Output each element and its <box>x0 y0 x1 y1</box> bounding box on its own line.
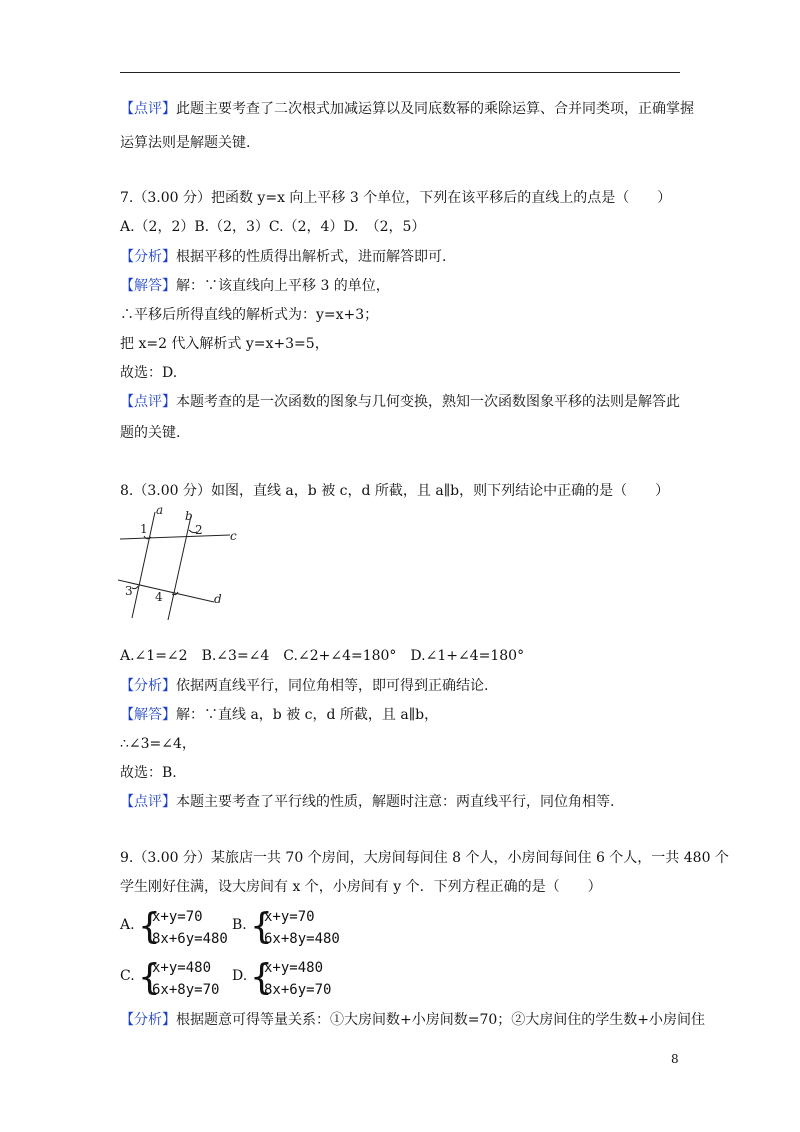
line-b <box>168 516 191 620</box>
comment-tag: 【点评】 <box>120 794 176 810</box>
line-text: 解：∵直线 a，b 被 c，d 所截，且 a∥b， <box>176 707 439 723</box>
text-line <box>120 763 177 783</box>
line-text: 学生刚好住满，设大房间有 x 个，小房间有 y 个．下列方程正确的是（ ） <box>120 879 602 895</box>
line-text: 本题主要考查了平行线的性质，解题时注意：两直线平行，同位角相等. <box>176 794 615 810</box>
text-line <box>120 99 694 119</box>
line-text: 依据两直线平行，同位角相等，即可得到正确结论. <box>176 678 489 694</box>
option-a-system <box>120 905 240 949</box>
text-line <box>120 392 680 412</box>
label-2: 2 <box>195 523 203 537</box>
line-text: 题的关键. <box>120 425 181 441</box>
text-line <box>120 705 438 725</box>
question-8-stem <box>120 481 669 501</box>
line-text: 本题考查的是一次函数的图象与几何变换，熟知一次函数图象平移的法则是解答此 <box>176 394 680 410</box>
comment-tag: 【点评】 <box>120 394 176 410</box>
label-b: b <box>185 509 193 523</box>
label-1: 1 <box>140 522 148 536</box>
question-7-options <box>120 217 425 237</box>
equation: x+y=480 <box>264 960 324 976</box>
comment-tag: 【点评】 <box>120 101 176 117</box>
option-label: A. <box>120 917 135 933</box>
text-line <box>120 423 180 443</box>
text-line <box>120 305 378 325</box>
option-label: C. <box>120 968 135 984</box>
line-text: 9.（3.00 分）某旅店一共 70 个房间，大房间每间住 8 个人，小房间每间住 6 个人，一共 480 个 <box>120 850 729 866</box>
line-text: A.（2，2）B.（2，3）C.（2，4）D. （2，5） <box>120 219 426 235</box>
parallel-lines-diagram <box>118 506 250 622</box>
answer-tag: 【解答】 <box>120 707 176 723</box>
text-line <box>120 792 614 812</box>
text-line <box>120 1010 705 1030</box>
line-text: 根据平移的性质得出解析式，进而解答即可. <box>176 249 447 265</box>
equation: 8x+6y=480 <box>152 931 228 947</box>
line-text: 解：∵该直线向上平移 3 的单位， <box>176 278 390 294</box>
line-text: 根据题意可得等量关系：①大房间数+小房间数=70；②大房间住的学生数+小房间住 <box>176 1012 706 1028</box>
brace-icon: { <box>138 906 161 947</box>
equation: 6x+8y=480 <box>264 931 340 947</box>
text-line <box>120 363 177 383</box>
line-text: 此题主要考查了二次根式加减运算以及同底数幂的乘除运算、合并同类项，正确掌握 <box>176 101 694 117</box>
text-line <box>120 276 390 296</box>
equation: x+y=70 <box>152 909 203 925</box>
label-c: c <box>230 529 237 543</box>
label-4: 4 <box>155 590 163 604</box>
line-text: 7.（3.00 分）把函数 y=x 向上平移 3 个单位，下列在该平移后的直线上的点是（ ） <box>120 190 672 206</box>
line-text: 把 x=2 代入解析式 y=x+3=5， <box>120 336 329 352</box>
equation: x+y=70 <box>264 909 315 925</box>
option-c-system <box>120 956 240 1000</box>
option-label: D. <box>232 968 248 984</box>
angle-3-arc <box>132 586 138 589</box>
text-line <box>120 734 196 754</box>
option-label: B. <box>232 917 247 933</box>
label-3: 3 <box>125 584 133 598</box>
line-text: ∴∠3=∠4， <box>120 736 196 752</box>
line-text: 运算法则是解题关键. <box>120 135 251 151</box>
answer-tag: 【解答】 <box>120 278 176 294</box>
text-line <box>120 676 488 696</box>
question-8-options <box>120 646 524 666</box>
label-a: a <box>156 506 164 517</box>
text-line <box>120 247 446 267</box>
analysis-tag: 【分析】 <box>120 1012 176 1028</box>
text-line <box>120 133 250 153</box>
analysis-tag: 【分析】 <box>120 678 176 694</box>
question-9-stem-cont <box>120 877 602 897</box>
brace-icon: { <box>250 957 273 998</box>
brace-icon: { <box>138 957 161 998</box>
equation: x+y=480 <box>152 960 212 976</box>
question-7-stem <box>120 188 671 208</box>
line-text: ∴平移后所得直线的解析式为：y=x+3； <box>120 307 379 323</box>
page-number: 8 <box>671 1052 679 1066</box>
option-d-system <box>232 956 352 1000</box>
header-rule <box>120 72 680 73</box>
line-text: A.∠1=∠2 B.∠3=∠4 C.∠2+∠4=180° D.∠1+∠4=180° <box>120 648 525 664</box>
equation: 6x+8y=70 <box>152 982 220 998</box>
line-text: 故选：B. <box>120 765 177 781</box>
question-9-stem <box>120 848 729 868</box>
line-text: 故选：D. <box>120 365 178 381</box>
option-b-system <box>232 905 352 949</box>
text-line <box>120 334 329 354</box>
line-c <box>120 535 230 539</box>
analysis-tag: 【分析】 <box>120 249 176 265</box>
line-text: 8.（3.00 分）如图，直线 a，b 被 c，d 所截，且 a∥b，则下列结论中正确的是（ ） <box>120 483 670 499</box>
equation: 8x+6y=70 <box>264 982 332 998</box>
label-d: d <box>214 592 222 606</box>
brace-icon: { <box>250 906 273 947</box>
